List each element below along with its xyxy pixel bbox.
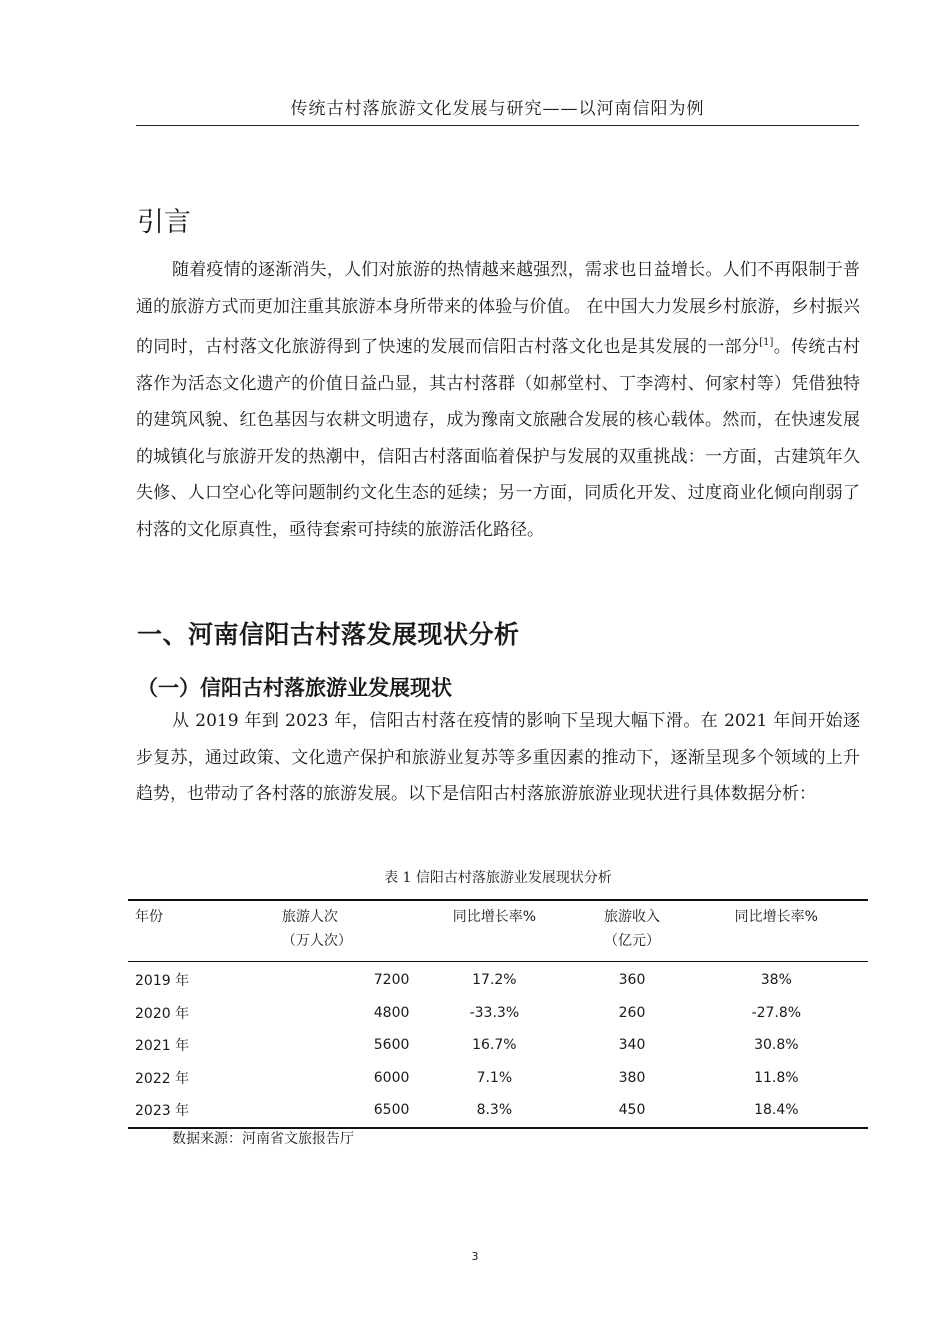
table-row	[128, 1062, 868, 1095]
header-revenue-line1: 旅游收入	[604, 909, 660, 925]
cell-visits: 5600	[373, 1037, 410, 1054]
header-visits	[228, 900, 410, 962]
cell-visits-growth: 16.7%	[472, 1037, 517, 1054]
table-row	[128, 1094, 868, 1128]
cell-revenue-growth: 18.4%	[754, 1102, 799, 1119]
cell-revenue: 380	[618, 1069, 646, 1086]
intro-paragraph	[136, 252, 860, 548]
header-revenue-growth: 同比增长率%	[734, 909, 818, 925]
subsection-heading: （一）信阳古村落旅游业发展现状	[137, 676, 452, 700]
page-number: 3	[471, 1250, 479, 1263]
citation-marker: [1]	[759, 337, 774, 348]
running-header: 传统古村落旅游文化发展与研究——以河南信阳为例	[290, 99, 705, 119]
cell-revenue-growth: 38%	[760, 972, 792, 989]
cell-year: 2019 年	[135, 973, 190, 990]
header-visits-growth: 同比增长率%	[452, 909, 537, 925]
intro-heading: 引言	[137, 207, 191, 238]
cell-visits-growth: 7.1%	[476, 1069, 513, 1086]
table-caption: 表 1 信阳古村落旅游业发展现状分析	[384, 870, 612, 886]
section-paragraph: 从 2019 年到 2023 年，信阳古村落在疫情的影响下呈现大幅下滑。在 2021 年间开始逐步复苏，通过政策、文化遗产保护和旅游业复苏等多重因素的推动下，逐渐呈现多个领域的上升趋势，也带动了各村落的旅游发展。以下是信阳古村落旅游旅游业现状进行具体数据分析：	[136, 711, 860, 804]
cell-visits: 6000	[373, 1069, 410, 1086]
table-row	[128, 962, 868, 997]
section-heading: 一、河南信阳古村落发展现状分析	[137, 620, 520, 649]
cell-visits-growth: 8.3%	[476, 1102, 513, 1119]
table-row	[128, 1029, 868, 1062]
header-revenue	[579, 900, 684, 962]
cell-year: 2021 年	[135, 1038, 190, 1055]
intro-paragraph-part1: 随着疫情的逐渐消失，人们对旅游的热情越来越强烈，需求也日益增长。人们不再限制于普通的旅游方式而更加注重其旅游本身所带来的体验与价值。 在中国大力发展乡村旅游，乡村振兴的同时，古村落文化旅游得到了快速的发展而信阳古村落文化也是其发展的一部分	[136, 260, 860, 357]
table-header-row	[128, 900, 868, 962]
header-rule	[136, 125, 859, 126]
cell-revenue: 340	[618, 1037, 646, 1054]
cell-visits-growth: -33.3%	[469, 1004, 520, 1021]
cell-visits: 7200	[373, 972, 410, 989]
intro-paragraph-part2: 。传统古村落作为活态文化遗产的价值日益凸显，其古村落群（如郝堂村、丁李湾村、何家村等）凭借独特的建筑风貌、红色基因与农耕文明遗存，成为豫南文旅融合发展的核心载体。然而，在快速发展的城镇化与旅游开发的热潮中，信阳古村落面临着保护与发展的双重挑战：一方面，古建筑年久失修、人口空心化等问题制约文化生态的延续；另一方面，同质化开发、过度商业化倾向削弱了村落的文化原真性，亟待套索可持续的旅游活化路径。	[136, 337, 861, 540]
cell-year: 2022 年	[135, 1070, 190, 1087]
cell-year: 2023 年	[135, 1103, 190, 1120]
table-source-note: 数据来源：河南省文旅报告厅	[172, 1131, 354, 1147]
header-visits-line2: （万人次）	[281, 933, 352, 949]
cell-visits-growth: 17.2%	[472, 972, 517, 989]
header-year: 年份	[135, 909, 163, 925]
cell-visits: 4800	[373, 1004, 410, 1021]
table-row	[128, 997, 868, 1030]
tourism-data-table	[128, 899, 868, 1129]
header-visits-line1: 旅游人次	[281, 909, 338, 925]
cell-visits: 6500	[373, 1102, 410, 1119]
cell-revenue-growth: -27.8%	[751, 1004, 802, 1021]
cell-revenue: 360	[618, 972, 646, 989]
cell-revenue: 450	[618, 1102, 646, 1119]
cell-revenue-growth: 11.8%	[754, 1069, 799, 1086]
cell-year: 2020 年	[135, 1005, 190, 1022]
cell-revenue-growth: 30.8%	[754, 1037, 799, 1054]
header-revenue-line2: （亿元）	[604, 933, 660, 949]
cell-revenue: 260	[618, 1004, 646, 1021]
